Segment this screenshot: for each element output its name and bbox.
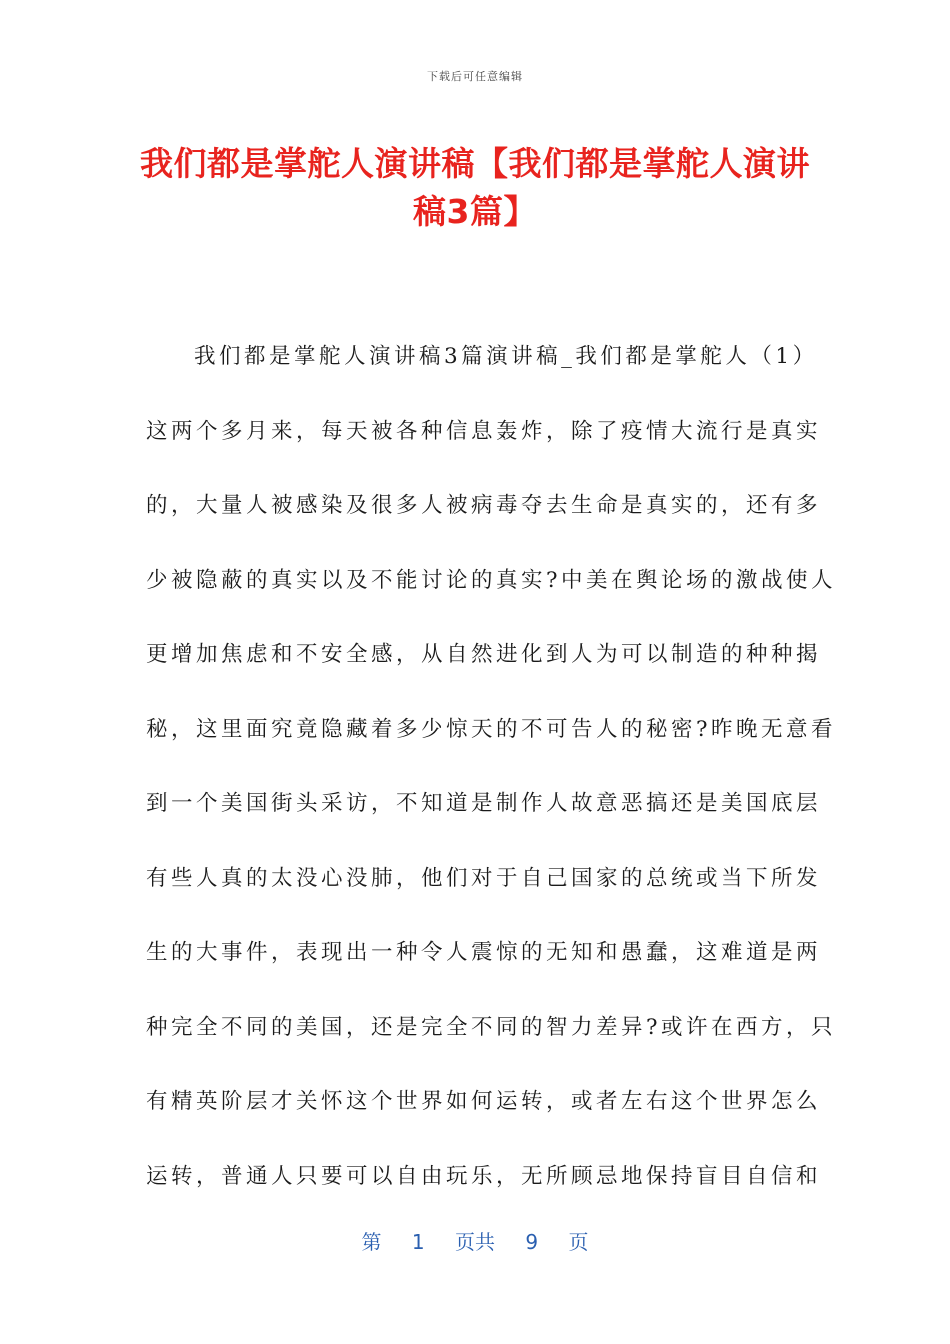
footer-page-number: 1	[411, 1230, 425, 1254]
page-footer	[0, 1226, 950, 1255]
footer-page-suffix: 页	[568, 1230, 589, 1254]
paragraph-line: 生的大事件，表现出一种令人震惊的无知和愚蠢，这难道是两	[146, 940, 822, 965]
paragraph-line: 我们都是掌舵人演讲稿3篇演讲稿_我们都是掌舵人（1）	[194, 344, 818, 369]
paragraph-line: 到一个美国街头采访，不知道是制作人故意恶搞还是美国底层	[146, 791, 822, 816]
paragraph-line: 有些人真的太没心没肺，他们对于自己国家的总统或当下所发	[146, 865, 822, 891]
paragraph-line: 运转，普通人只要可以自由玩乐，无所顾忌地保持盲目自信和	[146, 1163, 822, 1189]
document-body	[146, 320, 837, 1214]
paragraph-line: 的，大量人被感染及很多人被病毒夺去生命是真实的，还有多	[146, 493, 822, 518]
paragraph-line: 种完全不同的美国，还是完全不同的智力差异?或许在西方，只	[146, 1014, 837, 1040]
paragraph-line: 更增加焦虑和不安全感，从自然进化到人为可以制造的种种揭	[146, 642, 822, 667]
footer-page-middle: 页共	[455, 1230, 495, 1254]
paragraph-line: 秘，这里面究竟隐藏着多少惊天的不可告人的秘密?昨晚无意看	[146, 716, 837, 742]
document-title: 我们都是掌舵人演讲稿【我们都是掌舵人演讲稿3篇】	[140, 144, 810, 231]
paragraph-line: 少被隐蔽的真实以及不能讨论的真实?中美在舆论场的激战使人	[146, 567, 837, 593]
header-note: 下载后可任意编辑	[427, 70, 523, 83]
footer-page-prefix: 第	[361, 1230, 382, 1254]
footer-page-total: 9	[525, 1230, 539, 1254]
paragraph-line: 这两个多月来，每天被各种信息轰炸，除了疫情大流行是真实	[146, 418, 822, 444]
paragraph-line: 有精英阶层才关怀这个世界如何运转，或者左右这个世界怎么	[146, 1089, 822, 1114]
